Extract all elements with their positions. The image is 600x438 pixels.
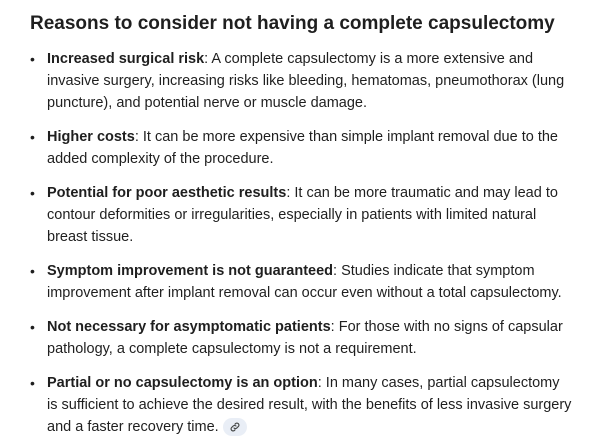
item-text: : For those with no signs of capsular pathology, a complete capsulectomy is not a requirement. xyxy=(47,319,563,357)
item-term: Partial or no capsulectomy is an option xyxy=(47,375,318,391)
item-term: Symptom improvement is not guaranteed xyxy=(47,263,334,279)
item-text: : It can be more traumatic and may lead to contour deformities or irregularities, especially in patients with limited natural breast tissue. xyxy=(47,185,558,245)
item-term: Higher costs xyxy=(47,129,135,145)
item-text: : Studies indicate that symptom improvement after implant removal can occur even without a total capsulectomy. xyxy=(47,263,562,301)
reasons-list xyxy=(30,48,572,438)
bullet: • xyxy=(30,51,35,67)
bullet: • xyxy=(30,263,35,279)
list-item xyxy=(30,372,572,438)
item-text: : In many cases, partial capsulectomy is sufficient to achieve the desired result, with the benefits of less invasive surgery and a faster recovery time. xyxy=(47,375,572,435)
item-term: Not necessary for asymptomatic patients xyxy=(47,319,331,335)
bullet: • xyxy=(30,375,35,391)
list-item xyxy=(30,316,572,360)
list-item xyxy=(30,182,572,248)
bullet: • xyxy=(30,319,35,335)
list-item xyxy=(30,48,572,114)
list-item xyxy=(30,126,572,170)
citation-link-button[interactable] xyxy=(223,418,247,436)
bullet: • xyxy=(30,185,35,201)
item-term: Potential for poor aesthetic results xyxy=(47,185,287,201)
list-item xyxy=(30,260,572,304)
item-text: : A complete capsulectomy is a more extensive and invasive surgery, increasing risks like bleeding, hematomas, pneumothorax (lung puncture), and potential nerve or muscle damage. xyxy=(47,51,565,111)
item-term: Increased surgical risk xyxy=(47,51,205,67)
item-text: : It can be more expensive than simple implant removal due to the added complexity of the procedure. xyxy=(47,129,558,167)
bullet: • xyxy=(30,129,35,145)
link-icon xyxy=(229,421,241,433)
section-heading: Reasons to consider not having a complete capsulectomy xyxy=(30,13,555,34)
